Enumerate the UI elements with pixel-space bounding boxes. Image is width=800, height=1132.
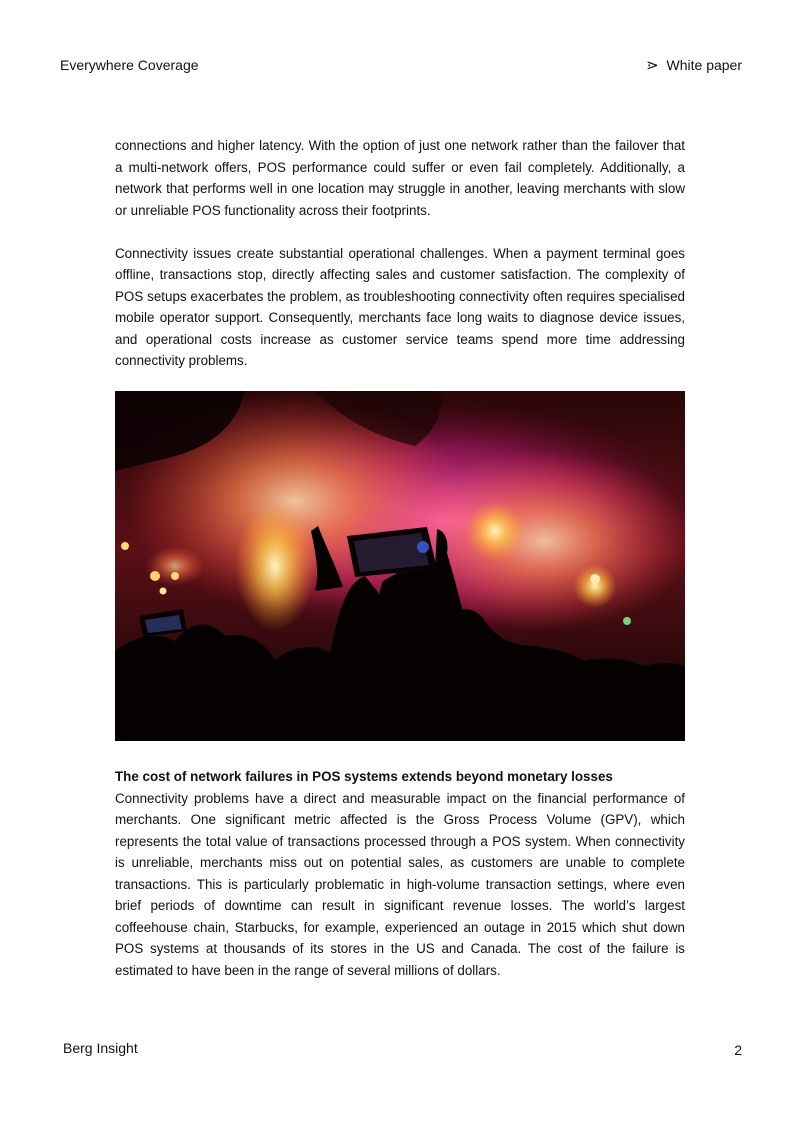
paragraph-1: connections and higher latency. With the option of just one network rather than the failover that a multi-network offers, POS performance could suffer or even fail completely. Additionally, a network that performs well in one location may struggle in another, leaving merchants with slow or unreliable POS functionality across their footprints.: [115, 138, 685, 218]
concert-photo-icon: [115, 391, 685, 741]
body-text: [115, 135, 685, 372]
paragraph-2: Connectivity issues create substantial operational challenges. When a payment terminal goes offline, transactions stop, directly affecting sales and customer satisfaction. The complexity of POS setups exacerbates the problem, as troubleshooting connectivity often requires specialised mobile operator support. Consequently, merchants face long waits to diagnose device issues, and operational costs increase as customer service teams spend more time addressing connectivity problems.: [115, 245, 685, 368]
header-doc-type-label: White paper: [666, 57, 742, 73]
section-cost: [115, 766, 685, 981]
header-document-title: Everywhere Coverage: [60, 57, 199, 73]
header-doc-type: [646, 57, 742, 73]
footer-company: Berg Insight: [63, 1040, 138, 1056]
concert-photo: [115, 391, 685, 741]
arrow-right-icon: ⋗: [645, 56, 659, 74]
section-heading: The cost of network failures in POS systems extends beyond monetary losses: [115, 769, 613, 784]
section-paragraph: Connectivity problems have a direct and measurable impact on the financial performance of merchants. One significant metric affected is the Gross Process Volume (GPV), which represents the total value of transactions processed through a POS system. When connectivity is unreliable, merchants miss out on potential sales, as customers are unable to complete transactions. This is particularly problematic in high-volume transaction settings, where even brief periods of downtime can result in significant revenue losses. The world’s largest coffeehouse chain, Starbucks, for example, experienced an outage in 2015 which shut down POS systems at thousands of its stores in the US and Canada. The cost of the failure is estimated to have been in the range of several millions of dollars.: [115, 790, 685, 978]
page-number: 2: [734, 1042, 742, 1058]
